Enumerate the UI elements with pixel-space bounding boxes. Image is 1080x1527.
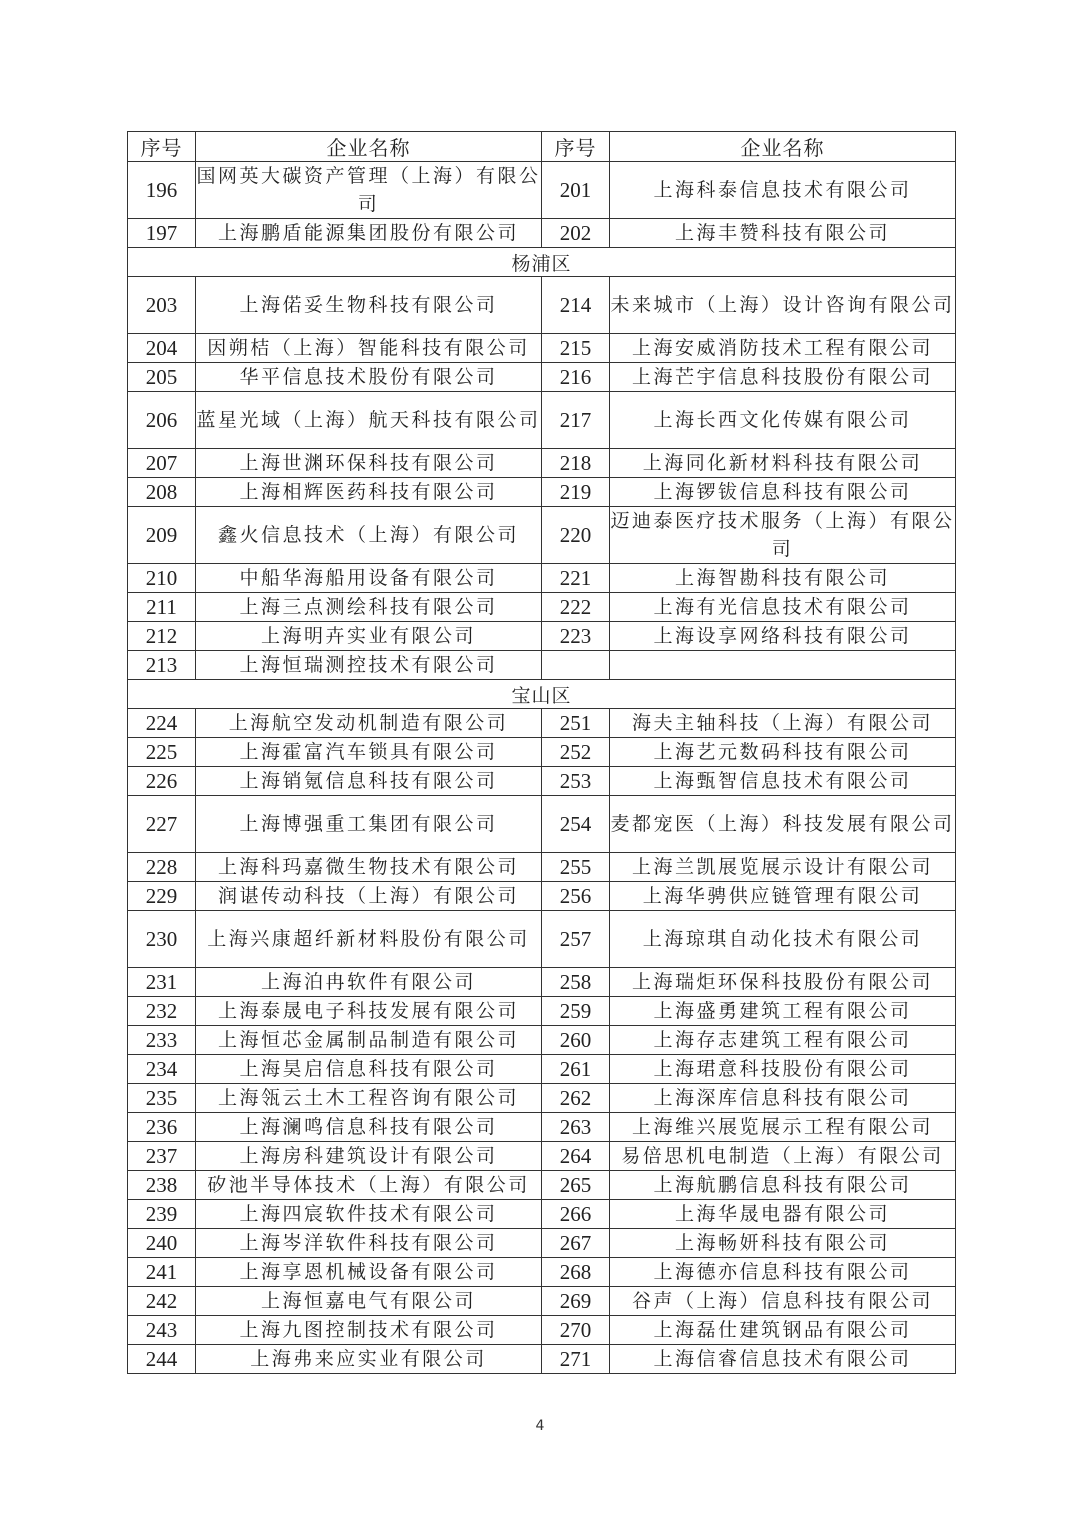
serial-left-cell: 209 — [128, 507, 196, 564]
company-right-cell: 上海盛勇建筑工程有限公司 — [610, 997, 956, 1026]
serial-right-cell: 262 — [542, 1084, 610, 1113]
company-left-cell: 中船华海船用设备有限公司 — [196, 564, 542, 593]
company-left-cell: 上海房科建筑设计有限公司 — [196, 1142, 542, 1171]
serial-right-cell: 268 — [542, 1258, 610, 1287]
company-left-cell: 上海澜鸣信息科技有限公司 — [196, 1113, 542, 1142]
company-right-cell: 上海琼琪自动化技术有限公司 — [610, 911, 956, 968]
company-right-cell: 上海维兴展览展示工程有限公司 — [610, 1113, 956, 1142]
table-row — [128, 796, 956, 853]
company-right-cell: 上海锣钹信息科技有限公司 — [610, 478, 956, 507]
company-left-cell: 华平信息技术股份有限公司 — [196, 363, 542, 392]
company-right-cell: 麦都宠医（上海）科技发展有限公司 — [610, 796, 956, 853]
company-left-cell: 上海鹏盾能源集团股份有限公司 — [196, 219, 542, 248]
serial-right-cell: 259 — [542, 997, 610, 1026]
district-label: 宝山区 — [128, 680, 956, 709]
company-right-cell: 上海设享网络科技有限公司 — [610, 622, 956, 651]
company-left-cell: 上海世渊环保科技有限公司 — [196, 449, 542, 478]
serial-right-cell: 261 — [542, 1055, 610, 1084]
serial-left-cell: 207 — [128, 449, 196, 478]
district-label: 杨浦区 — [128, 248, 956, 277]
company-right-cell: 上海长西文化传媒有限公司 — [610, 392, 956, 449]
serial-right-cell: 251 — [542, 709, 610, 738]
company-left-cell: 上海泰晟电子科技发展有限公司 — [196, 997, 542, 1026]
serial-left-cell: 208 — [128, 478, 196, 507]
serial-left-cell: 226 — [128, 767, 196, 796]
serial-left-cell: 239 — [128, 1200, 196, 1229]
serial-right-cell: 256 — [542, 882, 610, 911]
table-row — [128, 1287, 956, 1316]
company-left-cell: 上海弗来应实业有限公司 — [196, 1345, 542, 1374]
table-row — [128, 363, 956, 392]
table-row — [128, 277, 956, 334]
company-right-cell: 上海有光信息技术有限公司 — [610, 593, 956, 622]
serial-left-cell: 210 — [128, 564, 196, 593]
serial-right-cell: 264 — [542, 1142, 610, 1171]
serial-left-cell: 229 — [128, 882, 196, 911]
company-left-cell: 上海恒嘉电气有限公司 — [196, 1287, 542, 1316]
company-left-cell: 上海偌妥生物科技有限公司 — [196, 277, 542, 334]
company-left-cell: 蓝星光域（上海）航天科技有限公司 — [196, 392, 542, 449]
company-right-cell: 上海华骋供应链管理有限公司 — [610, 882, 956, 911]
company-right-cell — [610, 651, 956, 680]
table-row — [128, 1055, 956, 1084]
company-left-cell: 矽池半导体技术（上海）有限公司 — [196, 1171, 542, 1200]
company-right-cell: 上海科泰信息技术有限公司 — [610, 162, 956, 219]
company-right-cell: 上海智勘科技有限公司 — [610, 564, 956, 593]
table-row — [128, 853, 956, 882]
serial-right-cell: 222 — [542, 593, 610, 622]
company-left-cell: 上海泊冉软件有限公司 — [196, 968, 542, 997]
serial-left-cell: 203 — [128, 277, 196, 334]
table-row — [128, 1113, 956, 1142]
serial-right-cell: 215 — [542, 334, 610, 363]
page-number: 4 — [535, 1418, 545, 1434]
serial-right-cell: 263 — [542, 1113, 610, 1142]
company-left-cell: 上海兴康超纤新材料股份有限公司 — [196, 911, 542, 968]
table-row — [128, 162, 956, 219]
company-list-table — [127, 131, 956, 1374]
serial-right-cell: 260 — [542, 1026, 610, 1055]
serial-left-cell: 224 — [128, 709, 196, 738]
company-right-cell: 上海存志建筑工程有限公司 — [610, 1026, 956, 1055]
table-row — [128, 1316, 956, 1345]
serial-right-cell: 270 — [542, 1316, 610, 1345]
serial-right-cell: 266 — [542, 1200, 610, 1229]
company-right-cell: 上海深库信息科技有限公司 — [610, 1084, 956, 1113]
serial-left-cell: 211 — [128, 593, 196, 622]
company-right-cell: 上海德亦信息科技有限公司 — [610, 1258, 956, 1287]
serial-right-cell: 214 — [542, 277, 610, 334]
company-right-cell: 上海信睿信息技术有限公司 — [610, 1345, 956, 1374]
table-row — [128, 478, 956, 507]
serial-left-cell: 240 — [128, 1229, 196, 1258]
table-row — [128, 1258, 956, 1287]
serial-left-cell: 232 — [128, 997, 196, 1026]
serial-left-cell: 230 — [128, 911, 196, 968]
company-left-cell: 上海霍富汽车锁具有限公司 — [196, 738, 542, 767]
header-company-left: 企业名称 — [196, 132, 542, 162]
company-right-cell: 上海艺元数码科技有限公司 — [610, 738, 956, 767]
table-row — [128, 507, 956, 564]
company-right-cell: 上海丰赞科技有限公司 — [610, 219, 956, 248]
company-right-cell: 易倍思机电制造（上海）有限公司 — [610, 1142, 956, 1171]
company-left-cell: 上海恒瑞测控技术有限公司 — [196, 651, 542, 680]
company-left-cell: 因朔桔（上海）智能科技有限公司 — [196, 334, 542, 363]
company-left-cell: 上海恒芯金属制品制造有限公司 — [196, 1026, 542, 1055]
company-right-cell: 上海安威消防技术工程有限公司 — [610, 334, 956, 363]
serial-left-cell: 206 — [128, 392, 196, 449]
table-row — [128, 1142, 956, 1171]
table-row — [128, 738, 956, 767]
table-row — [128, 911, 956, 968]
table-row — [128, 1200, 956, 1229]
serial-left-cell: 228 — [128, 853, 196, 882]
serial-left-cell: 227 — [128, 796, 196, 853]
serial-left-cell: 197 — [128, 219, 196, 248]
serial-right-cell: 253 — [542, 767, 610, 796]
serial-right-cell: 271 — [542, 1345, 610, 1374]
serial-right-cell: 252 — [542, 738, 610, 767]
company-left-cell: 国网英大碳资产管理（上海）有限公司 — [196, 162, 542, 219]
serial-left-cell: 196 — [128, 162, 196, 219]
serial-left-cell: 238 — [128, 1171, 196, 1200]
table-row — [128, 1229, 956, 1258]
serial-left-cell: 234 — [128, 1055, 196, 1084]
company-right-cell: 谷声（上海）信息科技有限公司 — [610, 1287, 956, 1316]
serial-right-cell: 257 — [542, 911, 610, 968]
table-row — [128, 997, 956, 1026]
company-right-cell: 上海甄智信息技术有限公司 — [610, 767, 956, 796]
table-row — [128, 968, 956, 997]
company-left-cell: 上海科玛嘉微生物技术有限公司 — [196, 853, 542, 882]
company-right-cell: 上海华晟电器有限公司 — [610, 1200, 956, 1229]
table-row — [128, 1026, 956, 1055]
serial-right-cell: 269 — [542, 1287, 610, 1316]
serial-left-cell: 204 — [128, 334, 196, 363]
serial-left-cell: 231 — [128, 968, 196, 997]
header-company-right: 企业名称 — [610, 132, 956, 162]
serial-left-cell: 241 — [128, 1258, 196, 1287]
serial-right-cell: 202 — [542, 219, 610, 248]
company-right-cell: 上海同化新材料科技有限公司 — [610, 449, 956, 478]
company-left-cell: 上海岑洋软件科技有限公司 — [196, 1229, 542, 1258]
serial-left-cell: 212 — [128, 622, 196, 651]
table-row — [128, 622, 956, 651]
company-right-cell: 未来城市（上海）设计咨询有限公司 — [610, 277, 956, 334]
table-row — [128, 882, 956, 911]
serial-left-cell: 236 — [128, 1113, 196, 1142]
serial-right-cell: 220 — [542, 507, 610, 564]
company-left-cell: 上海相辉医药科技有限公司 — [196, 478, 542, 507]
table-row — [128, 1171, 956, 1200]
table-row — [128, 392, 956, 449]
serial-right-cell: 216 — [542, 363, 610, 392]
table-header-row — [128, 132, 956, 162]
company-right-cell: 上海畅妍科技有限公司 — [610, 1229, 956, 1258]
serial-left-cell: 233 — [128, 1026, 196, 1055]
serial-left-cell: 243 — [128, 1316, 196, 1345]
serial-right-cell: 217 — [542, 392, 610, 449]
table-row — [128, 651, 956, 680]
table-row — [128, 1345, 956, 1374]
serial-right-cell: 221 — [542, 564, 610, 593]
serial-left-cell: 237 — [128, 1142, 196, 1171]
table-row — [128, 334, 956, 363]
company-left-cell: 上海三点测绘科技有限公司 — [196, 593, 542, 622]
company-left-cell: 上海航空发动机制造有限公司 — [196, 709, 542, 738]
table-row — [128, 564, 956, 593]
company-right-cell: 上海磊仕建筑钢品有限公司 — [610, 1316, 956, 1345]
company-right-cell: 上海航鹏信息科技有限公司 — [610, 1171, 956, 1200]
table-row — [128, 449, 956, 478]
company-left-cell: 上海享恩机械设备有限公司 — [196, 1258, 542, 1287]
company-right-cell: 上海珺意科技股份有限公司 — [610, 1055, 956, 1084]
table-row — [128, 767, 956, 796]
serial-right-cell: 223 — [542, 622, 610, 651]
company-left-cell: 上海昊启信息科技有限公司 — [196, 1055, 542, 1084]
table-row — [128, 1084, 956, 1113]
district-row — [128, 680, 956, 709]
company-right-cell: 上海芒宇信息科技股份有限公司 — [610, 363, 956, 392]
table-body — [128, 162, 956, 1374]
serial-left-cell: 213 — [128, 651, 196, 680]
company-left-cell: 上海九图控制技术有限公司 — [196, 1316, 542, 1345]
company-left-cell: 上海四宸软件技术有限公司 — [196, 1200, 542, 1229]
serial-right-cell: 218 — [542, 449, 610, 478]
serial-left-cell: 225 — [128, 738, 196, 767]
serial-right-cell: 201 — [542, 162, 610, 219]
header-serial-left: 序号 — [128, 132, 196, 162]
serial-right-cell: 265 — [542, 1171, 610, 1200]
serial-right-cell: 255 — [542, 853, 610, 882]
table-row — [128, 709, 956, 738]
company-right-cell: 迈迪泰医疗技术服务（上海）有限公司 — [610, 507, 956, 564]
district-row — [128, 248, 956, 277]
company-left-cell: 上海明卉实业有限公司 — [196, 622, 542, 651]
serial-right-cell — [542, 651, 610, 680]
table-row — [128, 593, 956, 622]
company-left-cell: 上海博强重工集团有限公司 — [196, 796, 542, 853]
company-left-cell: 鑫火信息技术（上海）有限公司 — [196, 507, 542, 564]
company-right-cell: 上海瑞炬环保科技股份有限公司 — [610, 968, 956, 997]
company-left-cell: 上海销氪信息科技有限公司 — [196, 767, 542, 796]
serial-left-cell: 242 — [128, 1287, 196, 1316]
table-row — [128, 219, 956, 248]
header-serial-right: 序号 — [542, 132, 610, 162]
company-left-cell: 上海瓴云土木工程咨询有限公司 — [196, 1084, 542, 1113]
serial-left-cell: 205 — [128, 363, 196, 392]
serial-right-cell: 254 — [542, 796, 610, 853]
serial-right-cell: 258 — [542, 968, 610, 997]
serial-right-cell: 267 — [542, 1229, 610, 1258]
serial-right-cell: 219 — [542, 478, 610, 507]
serial-left-cell: 235 — [128, 1084, 196, 1113]
company-right-cell: 海夫主轴科技（上海）有限公司 — [610, 709, 956, 738]
serial-left-cell: 244 — [128, 1345, 196, 1374]
company-right-cell: 上海兰凯展览展示设计有限公司 — [610, 853, 956, 882]
company-left-cell: 润谌传动科技（上海）有限公司 — [196, 882, 542, 911]
